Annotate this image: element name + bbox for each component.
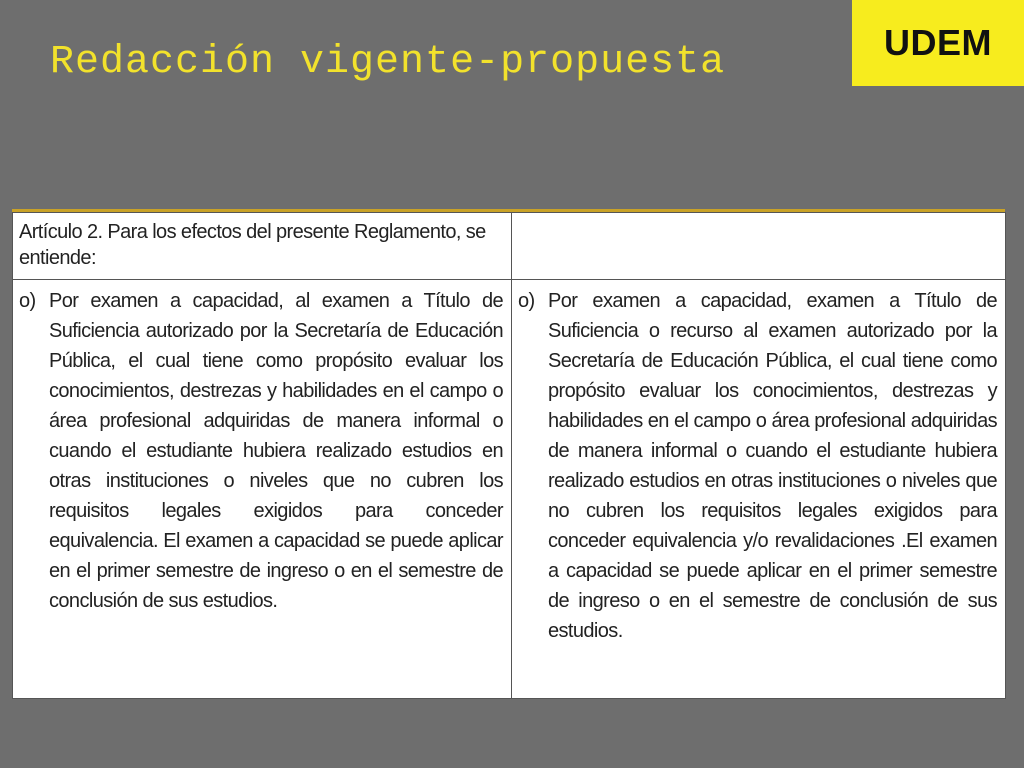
comparison-table	[12, 209, 1005, 699]
proposed-entry-text: Por examen a capacidad, examen a Título de Suficiencia o recurso al examen autorizado por la Secretaría de Educación Pública, el cual tiene como propósito evaluar los conocimientos, destrezas y habilidades en el campo o área profesional adquiridas de manera informal o cuando el estudiante hubiera realizado estudios en otras instituciones o niveles que no cubren los requisitos legales exigidos para conceder equivalencia y/o revalidaciones .El examen a capacidad se puede aplicar en el primer semestre de ingreso o en el semestre de conclusión de sus estudios.	[548, 290, 997, 642]
table-header-row	[13, 213, 1006, 280]
table-row	[13, 280, 1006, 699]
proposed-text-cell	[512, 280, 1006, 699]
current-entry	[19, 286, 503, 616]
header-cell-current: Artículo 2. Para los efectos del presente Reglamento, se entiende:	[13, 213, 512, 280]
udem-logo	[852, 0, 1024, 86]
proposed-entry	[518, 286, 997, 646]
current-text-cell	[13, 280, 512, 699]
current-entry-letter: o)	[19, 290, 36, 312]
header-cell-proposed	[512, 213, 1006, 280]
current-entry-text: Por examen a capacidad, al examen a Título de Suficiencia autorizado por la Secretaría de Educación Pública, el cual tiene como propósito evaluar los conocimientos, destrezas y habilidades en el campo o área profesional adquiridas de manera informal o cuando el estudiante hubiera realizado estudios en otras instituciones o niveles que no cubren los requisitos legales exigidos para conceder equivalencia. El examen a capacidad se puede aplicar en el primer semestre de ingreso o en el semestre de conclusión de sus estudios.	[49, 290, 503, 612]
slide-title: Redacción vigente-propuesta	[50, 40, 726, 85]
logo-text: UDEM	[884, 22, 992, 63]
proposed-entry-letter: o)	[518, 290, 535, 312]
